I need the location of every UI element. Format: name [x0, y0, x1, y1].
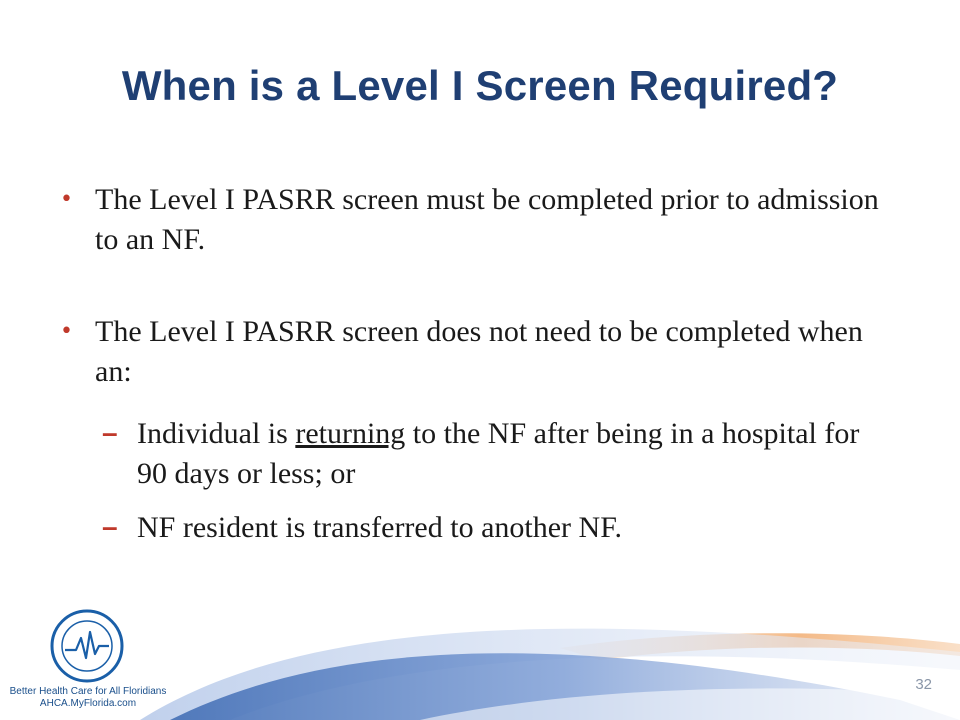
- bullet-item-1: [60, 180, 890, 260]
- bullet-marker-icon: •: [60, 319, 73, 344]
- sub-bullet-text: [137, 414, 882, 494]
- sub-bullet-item-1: [102, 414, 882, 494]
- sub-bullet-item-2: [102, 508, 882, 548]
- footer-tagline: [8, 686, 168, 710]
- slide-title: When is a Level I Screen Required?: [121, 62, 839, 109]
- sub-bullet-text-start: Individual is: [137, 417, 296, 450]
- bullet-text: The Level I PASRR screen must be completed prior to admission to an NF.: [95, 183, 879, 256]
- dash-marker-icon: –: [102, 511, 118, 542]
- sub-bullet-text: NF resident is transferred to another NF.: [137, 511, 622, 544]
- tagline-line-2: AHCA.MyFlorida.com: [39, 698, 137, 709]
- sub-bullet-text-end: to the NF after being in a hospital for 90 days or less; or: [137, 417, 860, 490]
- dash-marker-icon: –: [102, 417, 118, 448]
- page-number: 32: [915, 676, 932, 693]
- bullet-item-2: [60, 312, 890, 392]
- underlined-word: returning: [295, 417, 406, 450]
- agency-logo: [32, 608, 142, 688]
- bullet-text: The Level I PASRR screen does not need to be completed when an:: [95, 315, 863, 388]
- tagline-line-1: Better Health Care for All Floridians: [9, 686, 167, 697]
- bullet-marker-icon: •: [60, 187, 73, 212]
